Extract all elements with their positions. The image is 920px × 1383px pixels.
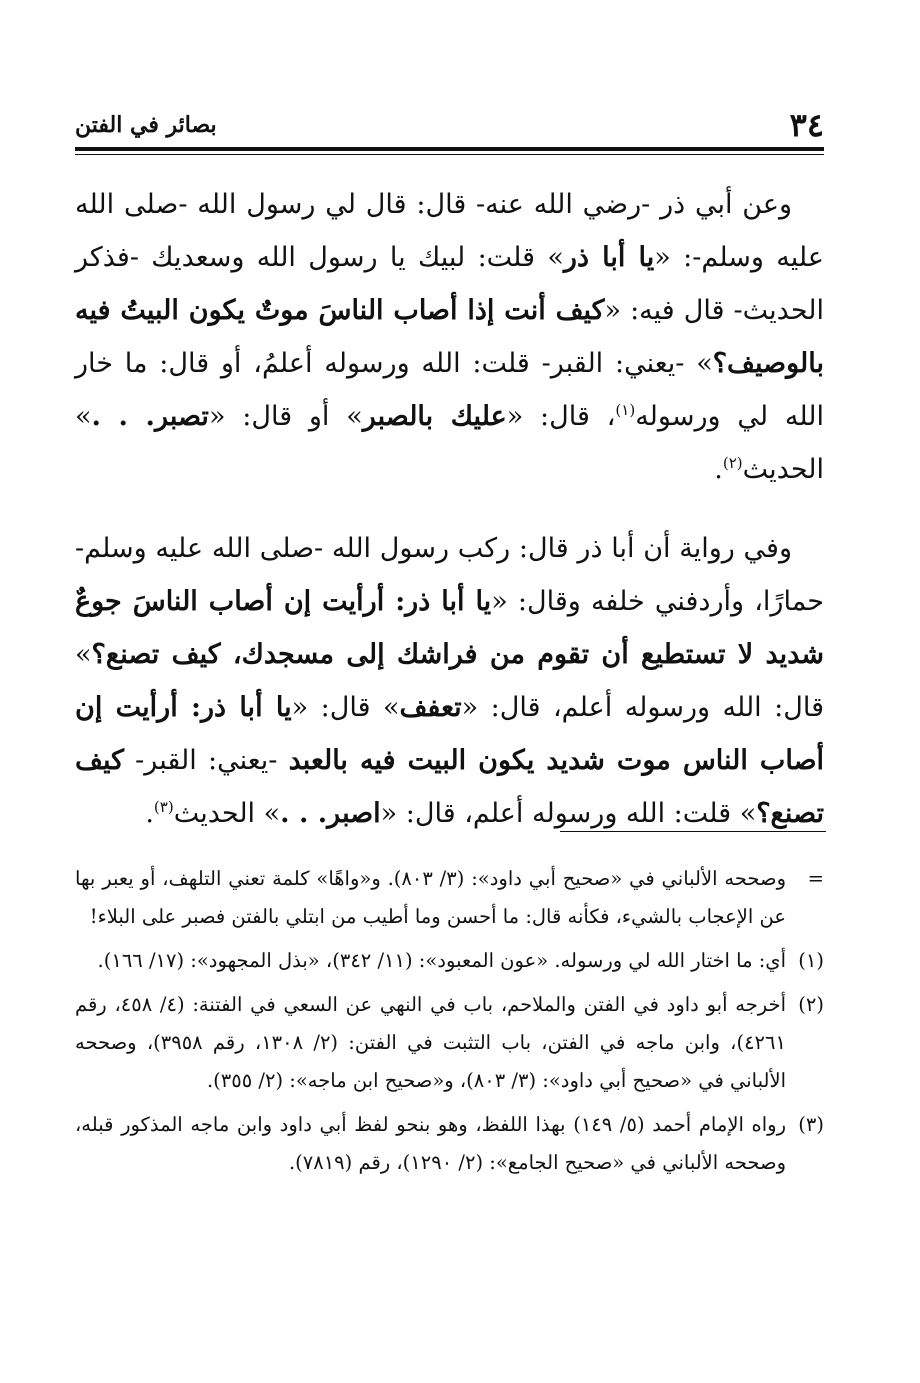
p1-bold-2: كيف أنت إذا أصاب الناسَ موتٌ يكون البيتُ فيه بالوصيف؟ — [75, 295, 824, 379]
footnote-marker: = — [807, 867, 824, 890]
p2-bold-5: اصبر. . . — [280, 798, 381, 829]
p1-bold-4: تصبر. . . — [91, 401, 209, 432]
paragraph-2 — [75, 522, 824, 840]
p2-bold-1: يا أبا ذر: أرأيت إن أصاب الناسَ جوعٌ شديد لا تستطيع أن تقوم من فراشك إلى مسجدك، كيف تصنع؟ — [75, 586, 824, 670]
footnote-ref-3: (٣) — [153, 798, 174, 816]
running-title: بصائر في الفتن — [75, 112, 217, 138]
footnote-text: وصححه الألباني في «صحيح أبي داود»: (٣/ ٨٠٣). و«واهًا» كلمة تعني التلهف، أو يعبر بها عن الإعجاب بالشيء، فكأنه قال: ما أحسن وما أطيب من ابتلي بالفتن فصبر على البلاء! — [75, 867, 786, 928]
header-rule-thin — [75, 154, 824, 155]
footnotes — [75, 860, 824, 1188]
footnote-ref-1: (١) — [615, 401, 636, 419]
footnote-text: أخرجه أبو داود في الفتن والملاحم، باب في النهي عن السعي في الفتنة: (٤/ ٤٥٨، رقم ٤٢٦١)، وابن ماجه في الفتن، باب التثبت في الفتن: (٢/ ١٣٠٨، رقم ٣٩٥٨)، وصححه الألباني في «صحيح أبي داود»: (٣/ ٨٠٣)، و«صحيح ابن ماجه»: (٢/ ٣٥٥). — [75, 993, 786, 1092]
p1-text-4: ، قال: « — [506, 401, 616, 432]
footnote-marker: (٣) — [798, 1113, 824, 1136]
p2-bold-3: يا أبا ذر: أرأيت إن أصاب الناس موت شديد يكون البيت فيه بالعبد — [75, 692, 824, 776]
p2-text-2: » قال: الله ورسوله أعلم، قال: « — [75, 639, 824, 723]
main-text — [75, 178, 824, 840]
footnote-text: أي: ما اختار الله لي ورسوله. «عون المعبود»: (١١/ ٣٤٢)، «بذل المجهود»: (١٧/ ١٦٦). — [97, 949, 786, 972]
footnote-3 — [75, 1106, 824, 1182]
p2-text-6: » الحديث — [173, 798, 281, 829]
footnote-ref-2: (٢) — [722, 454, 743, 472]
page-number: ٣٤ — [789, 106, 824, 144]
p1-bold-3: عليك بالصبر — [362, 401, 507, 432]
p2-bold-4: كيف تصنع؟ — [75, 745, 824, 829]
footnote-continuation — [75, 860, 824, 936]
p1-text-2: » قلت: لبيك يا رسول الله وسعديك -فذكر الحديث- قال فيه: « — [75, 242, 825, 326]
paragraph-1 — [75, 178, 824, 496]
p1-text-1: وعن أبي ذر -رضي الله عنه- قال: قال لي رسول الله -صلى الله عليه وسلم-: « — [75, 189, 824, 273]
footnote-1 — [75, 942, 824, 980]
footnote-marker: (١) — [798, 949, 824, 972]
p2-text-5: » قلت: الله ورسوله أعلم، قال: « — [380, 798, 757, 829]
header-rule-thick — [75, 147, 824, 151]
p2-text-3: » قال: « — [291, 692, 400, 723]
p2-text-4: -يعني: القبر- — [123, 745, 289, 776]
footnote-marker: (٢) — [798, 993, 824, 1016]
p1-text-6: » الحديث — [75, 401, 824, 485]
p1-text-3: » -يعني: القبر- قلت: الله ورسوله أعلمُ، أو قال: ما خار الله لي ورسوله — [75, 348, 825, 432]
p2-text-7: . — [145, 798, 154, 829]
p2-text-1: وفي رواية أن أبا ذر قال: ركب رسول الله -صلى الله عليه وسلم- حمارًا، وأردفني خلفه وقال: « — [75, 533, 824, 617]
p1-bold-1: يا أبا ذر — [563, 242, 655, 273]
footnote-text: رواه الإمام أحمد (٥/ ١٤٩) بهذا اللفظ، وهو بنحو لفظ أبي داود وابن ماجه المذكور قبله، وصححه الألباني في «صحيح الجامع»: (٢/ ١٢٩٠)، رقم (٧٨١٩). — [75, 1113, 786, 1174]
p1-text-7: . — [714, 454, 723, 485]
page-header — [75, 105, 824, 145]
footnote-separator — [560, 831, 826, 832]
p2-bold-2: تعفف — [399, 692, 462, 723]
footnote-2 — [75, 986, 824, 1100]
p1-text-5: » أو قال: « — [208, 401, 363, 432]
